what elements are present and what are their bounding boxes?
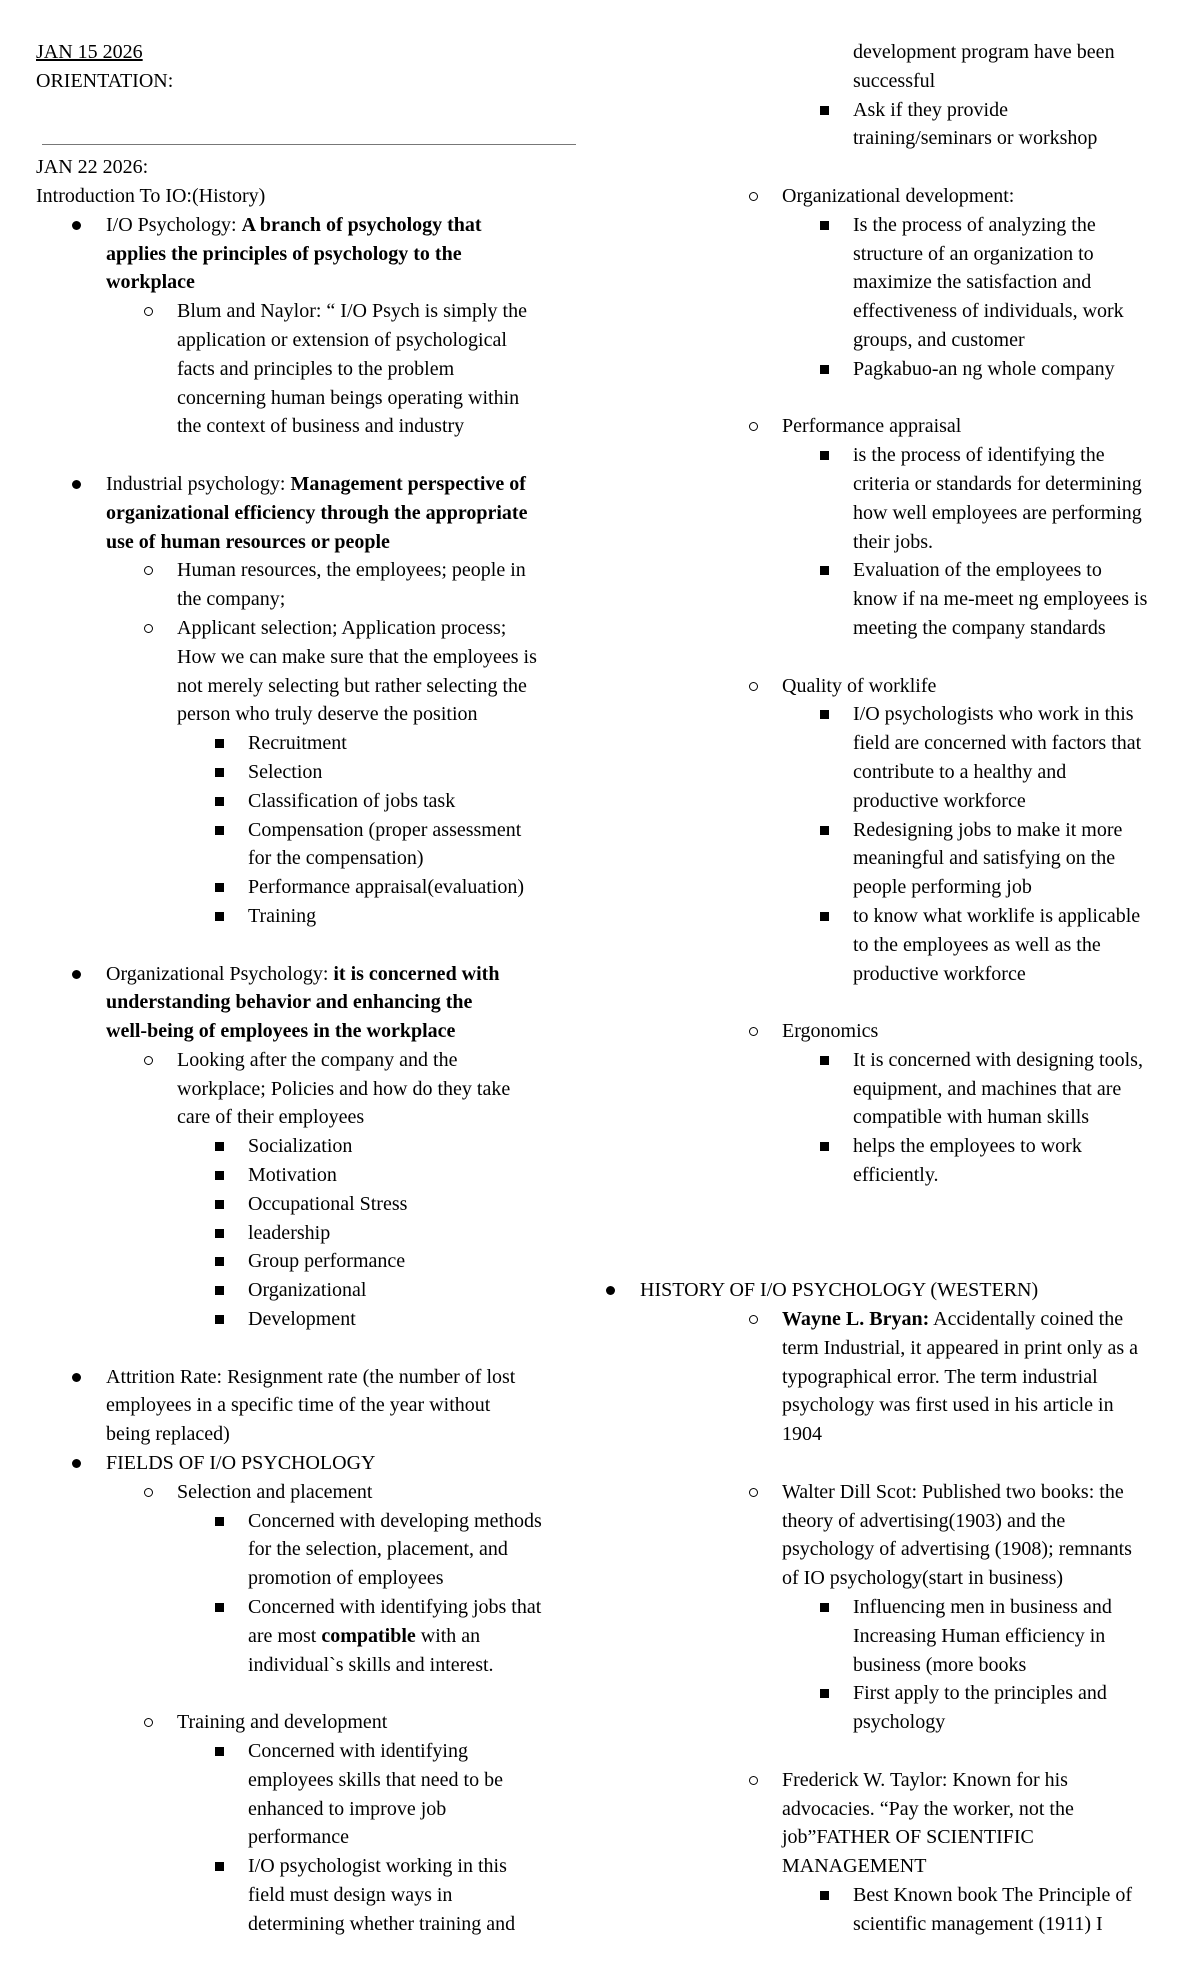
- bullet-square-icon: [820, 1603, 829, 1612]
- list-item: Walter Dill Scot: Published two books: the: [672, 1478, 1182, 1507]
- bullet-square-icon: [820, 826, 829, 835]
- list-item: Selection and placement: [36, 1478, 576, 1507]
- bullet-square-icon: [215, 1603, 224, 1612]
- bullet-square-icon: [215, 1747, 224, 1756]
- list-item: Socialization: [36, 1132, 576, 1161]
- list-item: Wayne L. Bryan: Accidentally coined the: [672, 1305, 1182, 1334]
- bullet-square-icon: [215, 1229, 224, 1238]
- list-item: Quality of worklife: [672, 672, 1182, 701]
- list-item: to know what worklife is applicable: [672, 902, 1182, 931]
- list-item: Is the process of analyzing the: [672, 211, 1182, 240]
- list-item: I/O psychologist working in this: [36, 1852, 576, 1881]
- list-item: Selection: [36, 758, 576, 787]
- bullet-disc-icon: [72, 970, 81, 979]
- list-item: Attrition Rate: Resignment rate (the number of lost: [36, 1363, 576, 1392]
- bullet-circle-icon: [749, 682, 758, 691]
- list-item: Motivation: [36, 1161, 576, 1190]
- list-item: Compensation (proper assessment: [36, 816, 576, 845]
- list-item: Human resources, the employees; people in: [36, 556, 576, 585]
- bullet-square-icon: [820, 365, 829, 374]
- bullet-square-icon: [215, 1257, 224, 1266]
- bullet-circle-icon: [144, 566, 153, 575]
- list-item: Training and development: [36, 1708, 576, 1737]
- list-item: Frederick W. Taylor: Known for his: [672, 1766, 1182, 1795]
- divider: [36, 124, 576, 153]
- left-column: JAN 15 2026 ORIENTATION: JAN 22 2026: Introduction To IO:(History) I/O Psychology: A branch of psychology that applies the principles of psychology to the workplace Blum and Naylor: “ I/O Psych is simply the application or extension of psychological facts and principles to the problem concerning human beings operating within the context of business and industry Industrial psychology: Management perspective of organizational efficiency through the appropriate use of human resources or people Human resources, the employees; people in the company; Applicant selection; Application process; How we can make sure that the employees is not merely selecting but rather selecting the person who truly deserve the position Recruitment Selection Classification of jobs task Compensation (proper assessment for the compensation) Performance appraisal(evaluation) Training Organizational Psychology: it is concerned with understanding behavior and enhancing the well-being of employees in the workplace Looking after the company and the workplace; Policies and how do they take care of their employees Socialization Motivation Occupational Stress leadership Group performance Organizational Development Attrition Rate: Resignment rate (the number of lost employees in a specific time of the year without being replaced) FIELDS OF I/O PSYCHOLOGY Selection and placement Concerned with developing methods for the selection, placement, and promotion of employees Concerned with identifying jobs that are most compatible with an individual`s skills and interest. Training and development Concerned with identifying employees skills that need to be enhanced to improve job performance I/O psychologist working in this field must design ways in determining whether training and: [36, 38, 576, 1939]
- bullet-circle-icon: [144, 624, 153, 633]
- list-item: Development: [36, 1305, 576, 1334]
- bullet-circle-icon: [144, 307, 153, 316]
- list-item: Occupational Stress: [36, 1190, 576, 1219]
- bullet-circle-icon: [144, 1488, 153, 1497]
- list-item: Industrial psychology: Management perspective of: [36, 470, 576, 499]
- bullet-square-icon: [215, 768, 224, 777]
- list-item: It is concerned with designing tools,: [672, 1046, 1182, 1075]
- list-item: helps the employees to work: [672, 1132, 1182, 1161]
- right-column: development program have been successful Ask if they provide training/seminars or workshop Organizational development: Is the process of analyzing the structure of an organization to maximize the satisfaction and effectiveness of individuals, work groups, and customer Pagkabuo-an ng whole company Performance appraisal is the process of identifying the criteria or standards for determining how well employees are performing their jobs. Evaluation of the employees to know if na me-meet ng employees is meeting the company standards Quality of worklife I/O psychologists who work in this field are concerned with factors that contribute to a healthy and productive workforce Redesigning jobs to make it more meaningful and satisfying on the people performing job to know what worklife is applicable to the employees as well as the productive workforce Ergonomics It is concerned with designing tools, equipment, and machines that are compatible with human skills helps the employees to work efficiently. HISTORY OF I/O PSYCHOLOGY (WESTERN) Wayne L. Bryan: Accidentally coined the term Industrial, it appeared in print only as a typographical error. The term industrial psychology was first used in his article in 1904 Walter Dill Scot: Published two books: the theory of advertising(1903) and the psychology of advertising (1908); remnants of IO psychology(start in business) Influencing men in business and Increasing Human efficiency in business (more books First apply to the principles and psychology Frederick W. Taylor: Known for his advocacies. “Pay the worker, not the job”FATHER OF SCIENTIFIC MANAGEMENT Best Known book The Principle of scientific management (1911) I: [672, 38, 1182, 1939]
- bullet-square-icon: [215, 1315, 224, 1324]
- bullet-square-icon: [820, 566, 829, 575]
- bullet-circle-icon: [144, 1718, 153, 1727]
- list-item: Concerned with identifying jobs that: [36, 1593, 576, 1622]
- bullet-square-icon: [820, 710, 829, 719]
- bullet-square-icon: [215, 826, 224, 835]
- bullet-square-icon: [820, 1689, 829, 1698]
- list-item: Classification of jobs task: [36, 787, 576, 816]
- list-item: Ergonomics: [672, 1017, 1182, 1046]
- list-item: Performance appraisal(evaluation): [36, 873, 576, 902]
- bullet-disc-icon: [72, 1459, 81, 1468]
- bullet-square-icon: [820, 1891, 829, 1900]
- bullet-circle-icon: [749, 1488, 758, 1497]
- bullet-square-icon: [820, 451, 829, 460]
- list-item: HISTORY OF I/O PSYCHOLOGY (WESTERN): [600, 1276, 1182, 1305]
- list-item: First apply to the principles and: [672, 1679, 1182, 1708]
- list-item: Applicant selection; Application process;: [36, 614, 576, 643]
- list-item: Organizational development:: [672, 182, 1182, 211]
- bullet-disc-icon: [72, 221, 81, 230]
- list-item: leadership: [36, 1219, 576, 1248]
- list-item: Organizational Psychology: it is concerned with: [36, 960, 576, 989]
- bullet-square-icon: [215, 1286, 224, 1295]
- date-heading: JAN 15 2026: [36, 41, 143, 63]
- bullet-disc-icon: [72, 480, 81, 489]
- bullet-square-icon: [215, 1200, 224, 1209]
- bullet-square-icon: [820, 221, 829, 230]
- bullet-circle-icon: [749, 1315, 758, 1324]
- list-item: Best Known book The Principle of: [672, 1881, 1182, 1910]
- date-heading: JAN 22 2026:: [36, 156, 149, 179]
- list-item: Concerned with identifying: [36, 1737, 576, 1766]
- list-item: is the process of identifying the: [672, 441, 1182, 470]
- bullet-square-icon: [820, 1142, 829, 1151]
- bullet-circle-icon: [749, 1027, 758, 1036]
- section-title: Introduction To IO:(History): [36, 184, 266, 207]
- bullet-square-icon: [820, 912, 829, 921]
- list-item: Blum and Naylor: “ I/O Psych is simply the: [36, 297, 576, 326]
- bullet-square-icon: [820, 106, 829, 115]
- bullet-square-icon: [215, 797, 224, 806]
- list-item: Recruitment: [36, 729, 576, 758]
- bullet-square-icon: [215, 912, 224, 921]
- bullet-square-icon: [820, 1056, 829, 1065]
- bullet-square-icon: [215, 1862, 224, 1871]
- bullet-circle-icon: [749, 192, 758, 201]
- bullet-circle-icon: [749, 1776, 758, 1785]
- list-item: Redesigning jobs to make it more: [672, 816, 1182, 845]
- bullet-circle-icon: [144, 1056, 153, 1065]
- list-item: Ask if they provide: [672, 96, 1182, 125]
- bullet-square-icon: [215, 739, 224, 748]
- list-item: Organizational: [36, 1276, 576, 1305]
- list-item: Looking after the company and the: [36, 1046, 576, 1075]
- bullet-circle-icon: [749, 422, 758, 431]
- bullet-square-icon: [215, 1171, 224, 1180]
- list-item: I/O psychologists who work in this: [672, 700, 1182, 729]
- list-item: Group performance: [36, 1247, 576, 1276]
- bullet-square-icon: [215, 883, 224, 892]
- list-item: Pagkabuo-an ng whole company: [672, 355, 1182, 384]
- list-item: FIELDS OF I/O PSYCHOLOGY: [36, 1449, 576, 1478]
- list-item: I/O Psychology: A branch of psychology that: [36, 211, 576, 240]
- list-item: Training: [36, 902, 576, 931]
- bullet-square-icon: [215, 1142, 224, 1151]
- list-item: Performance appraisal: [672, 412, 1182, 441]
- bullet-square-icon: [215, 1517, 224, 1526]
- list-item: Influencing men in business and: [672, 1593, 1182, 1622]
- bullet-disc-icon: [606, 1286, 615, 1295]
- list-item: Concerned with developing methods: [36, 1507, 576, 1536]
- bullet-disc-icon: [72, 1373, 81, 1382]
- orientation-label: ORIENTATION:: [36, 69, 174, 92]
- list-item: Evaluation of the employees to: [672, 556, 1182, 585]
